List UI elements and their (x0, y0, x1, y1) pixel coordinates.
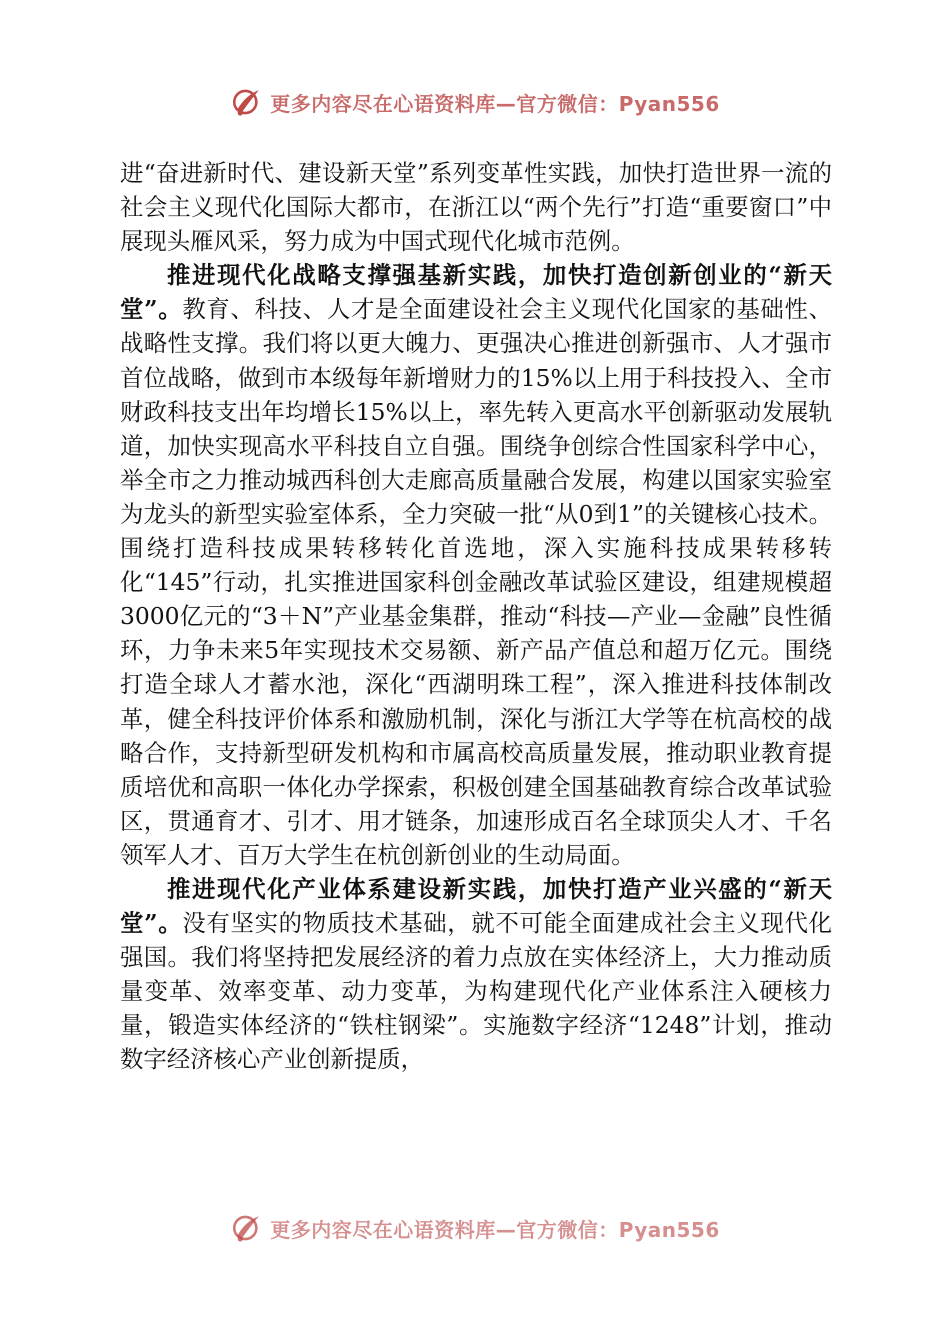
paragraph-text: 没有坚实的物质技术基础，就不可能全面建成社会主义现代化强国。我们将坚持把发展经济的着力点放在实体经济上，大力推动质量变革、效率变革、动力变革，为构建现代化产业体系注入硬核力量，锻造实体经济的“铁柱钢梁”。实施数字经济“1248”计划，推动数字经济核心产业创新提质， (120, 909, 832, 1074)
paragraph-heading: 推进现代化产业体系建设新实践，加快打造产业兴盛的“新天堂”。 (120, 874, 832, 938)
paragraph (120, 872, 832, 1077)
brush-logo-icon (230, 85, 264, 119)
brush-logo-icon (230, 1211, 264, 1245)
paragraph (120, 156, 832, 258)
watermark-text: 更多内容尽在心语资料库—官方微信：Pyan556 (270, 91, 720, 116)
paragraph-heading: 推进现代化战略支撑强基新实践，加快打造创新创业的“新天堂”。 (120, 261, 832, 324)
paragraph-text: 进“奋进新时代、建设新天堂”系列变革性实践，加快打造世界一流的社会主义现代化国际大都市，在浙江以“两个先行”打造“重要窗口”中展现头雁风采，努力成为中国式现代化城市范例。 (120, 159, 832, 256)
footer-watermark (0, 1208, 950, 1248)
paragraph (120, 258, 832, 872)
paragraph-text: 教育、科技、人才是全面建设社会主义现代化国家的基础性、战略性支撑。我们将以更大魄力、更强决心推进创新强市、人才强市首位战略，做到市本级每年新增财力的15%以上用于科技投入、全市财政科技支出年均增长15%以上，率先转入更高水平创新驱动发展轨道，加快实现高水平科技自立自强。围绕争创综合性国家科学中心，举全市之力推动城西科创大走廊高质量融合发展，构建以国家实验室为龙头的新型实验室体系，全力突破一批“从0到1”的关键核心技术。围绕打造科技成果转移转化首选地，深入实施科技成果转移转化“145”行动，扎实推进国家科创金融改革试验区建设，组建规模超3000亿元的“3＋N”产业基金集群，推动“科技—产业—金融”良性循环，力争未来5年实现技术交易额、新产品产值总和超万亿元。围绕打造全球人才蓄水池，深化“西湖明珠工程”，深入推进科技体制改革，健全科技评价体系和激励机制，深化与浙江大学等在杭高校的战略合作，支持新型研发机构和市属高校高质量发展，推动职业教育提质培优和高职一体化办学探索，积极创建全国基础教育综合改革试验区，贯通育才、引才、用才链条，加速形成百名全球顶尖人才、千名领军人才、百万大学生在杭创新创业的生动局面。 (120, 295, 832, 869)
header-watermark (0, 82, 950, 122)
watermark-text: 更多内容尽在心语资料库—官方微信：Pyan556 (270, 1217, 720, 1242)
document-body (120, 156, 832, 1077)
